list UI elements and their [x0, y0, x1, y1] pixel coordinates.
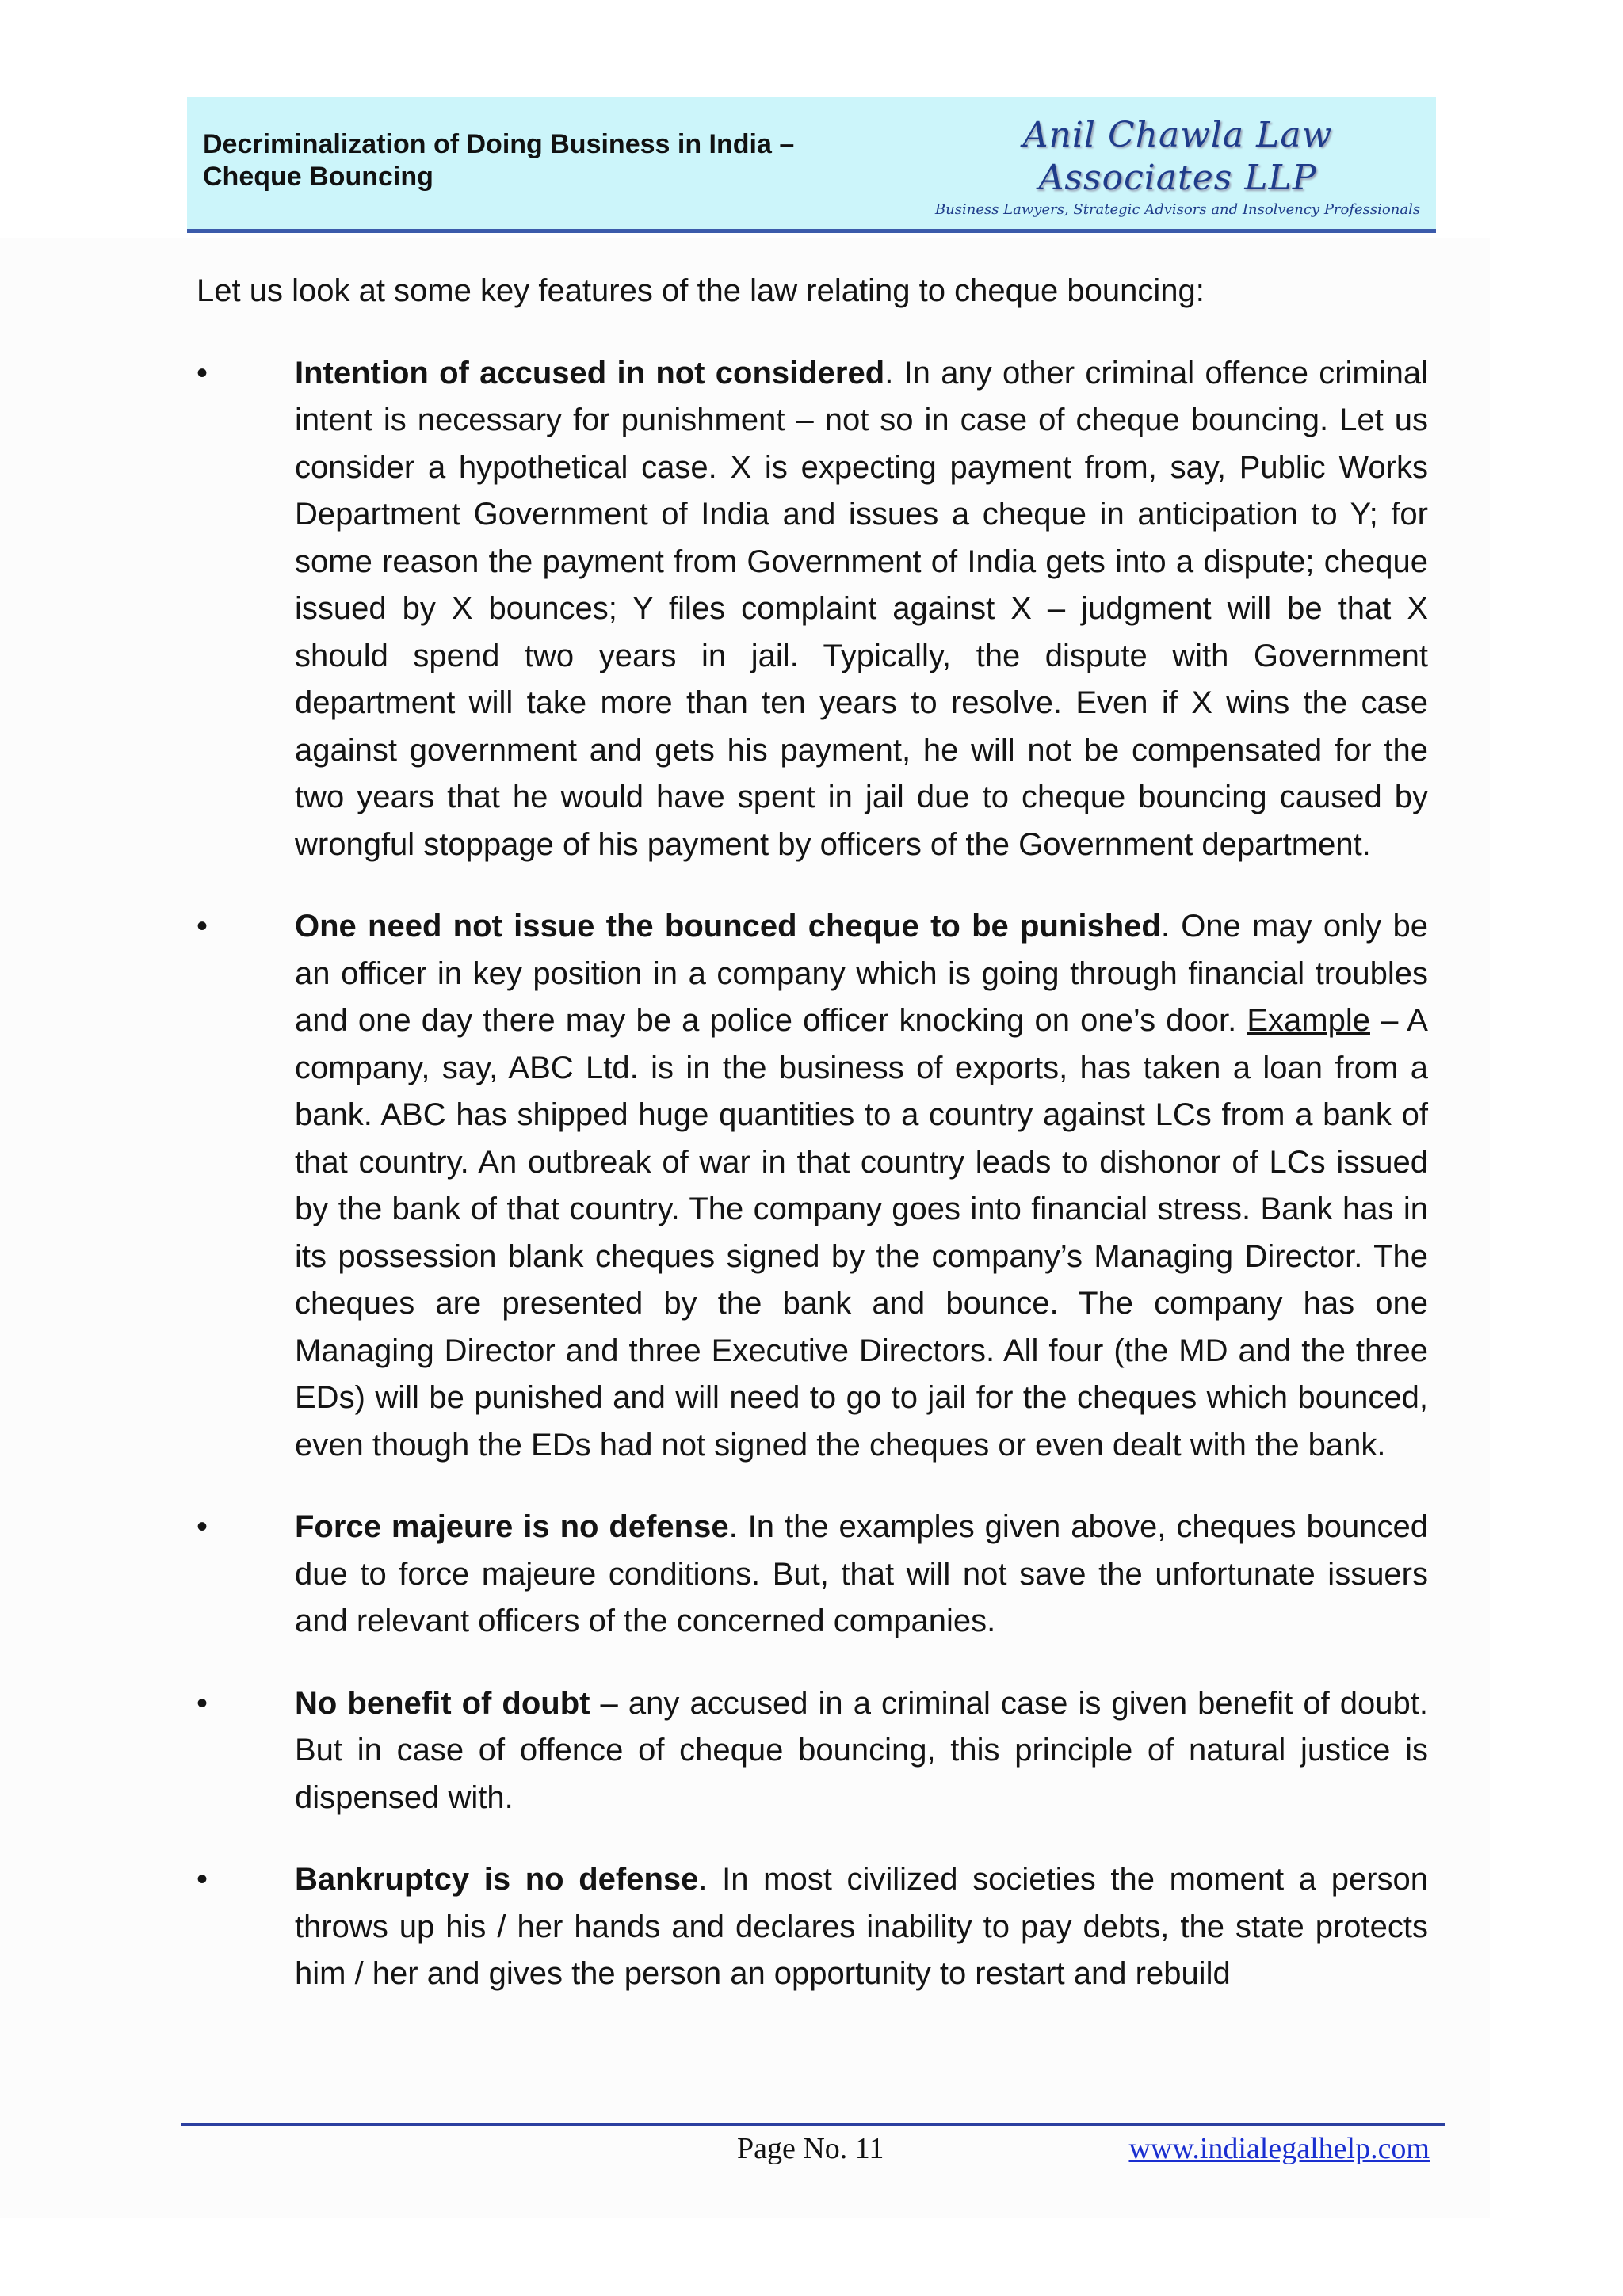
page-number: Page No. 11 — [737, 2132, 884, 2165]
bullet-marker: • — [197, 1862, 208, 1897]
list-item-heading: One need not issue the bounced cheque to be punished — [295, 909, 1161, 944]
bullet-marker: • — [197, 1685, 208, 1721]
list-item-text: . One may only be an officer in key position in a company which is going through financial troubles and one day there may be a police officer knocking on one’s door. — [295, 909, 1428, 1038]
firm-logo — [932, 114, 1423, 218]
example-label: Example — [1247, 1003, 1370, 1038]
website-link[interactable]: www.indialegalhelp.com — [1128, 2132, 1430, 2165]
list-item-text: . In most civilized societies the moment a person throws up his / her hands and declares inability to pay debts, the state protects him / her and gives the person an opportunity to restart and rebuild — [295, 1862, 1429, 1991]
intro-paragraph: Let us look at some key features of the law relating to cheque bouncing: — [197, 273, 1205, 308]
document-title — [203, 128, 853, 193]
list-item-heading: Intention of accused in not considered — [295, 355, 885, 391]
list-item-text: – any accused in a criminal case is given benefit of doubt. But in case of offence of cheque bouncing, this principle of natural justice is dispensed with. — [295, 1685, 1428, 1815]
list-item-heading: Force majeure is no defense — [295, 1509, 729, 1544]
list-item-text-continued: – A company, say, ABC Ltd. is in the business of exports, has taken a loan from a bank. ABC has shipped huge quantities to a country against LCs from a bank of that country. An outbreak of war in that country leads to dishonor of LCs issued by the bank of that country. The company goes into financial stress. Bank has in its possession blank cheques signed by the company’s Managing Director. The cheques are presented by the bank and bounce. The company has one Managing Director and three Executive Directors. All four (the MD and the three EDs) will be punished and will need to go to jail for the cheques which bounced, even though the EDs had not signed the cheques or even dealt with the bank. — [295, 1003, 1428, 1463]
list-item-heading: Bankruptcy is no defense — [295, 1862, 699, 1897]
firm-name: Anil Chawla Law Associates LLP — [1022, 115, 1333, 198]
document-body — [197, 268, 1428, 2033]
list-item-heading: No benefit of doubt — [295, 1685, 590, 1721]
list-item-text: . In any other criminal offence criminal intent is necessary for punishment – not so in case of cheque bouncing. Let us consider a hypothetical case. X is expecting payment from, say, Public Works Department Government of India and issues a cheque in anticipation to Y; for some reason the payment from Government of India gets into a dispute; cheque issued by X bounces; Y files complaint against X – judgment will be that X should spend two years in jail. Typically, the dispute with Government department will take more than ten years to resolve. Even if X wins the case against government and gets his payment, he will not be compensated for the two years that he would have spent in jail due to cheque bouncing caused by wrongful stoppage of his payment by officers of the Government department. — [295, 355, 1429, 862]
firm-tagline: Business Lawyers, Strategic Advisors and Insolvency Professionals — [934, 201, 1421, 218]
bullet-marker: • — [197, 355, 208, 391]
document-title-line-1: Decriminalization of Doing Business in India – — [203, 129, 795, 159]
list-item-benefit-of-doubt — [197, 1680, 1428, 1822]
bullet-marker: • — [197, 909, 208, 944]
list-item-force-majeure — [197, 1504, 1428, 1646]
bullet-marker: • — [197, 1509, 208, 1544]
list-item-text: . In the examples given above, cheques bounced due to force majeure conditions. But, that will not save the unfortunate issuers and relevant officers of the concerned companies. — [295, 1509, 1428, 1638]
page-header — [187, 97, 1436, 233]
list-item-bounced-cheque — [197, 903, 1428, 1469]
document-title-line-2: Cheque Bouncing — [203, 162, 433, 192]
footer-divider — [181, 2123, 1445, 2126]
list-item-bankruptcy — [197, 1856, 1428, 1998]
list-item-intention — [197, 350, 1428, 869]
